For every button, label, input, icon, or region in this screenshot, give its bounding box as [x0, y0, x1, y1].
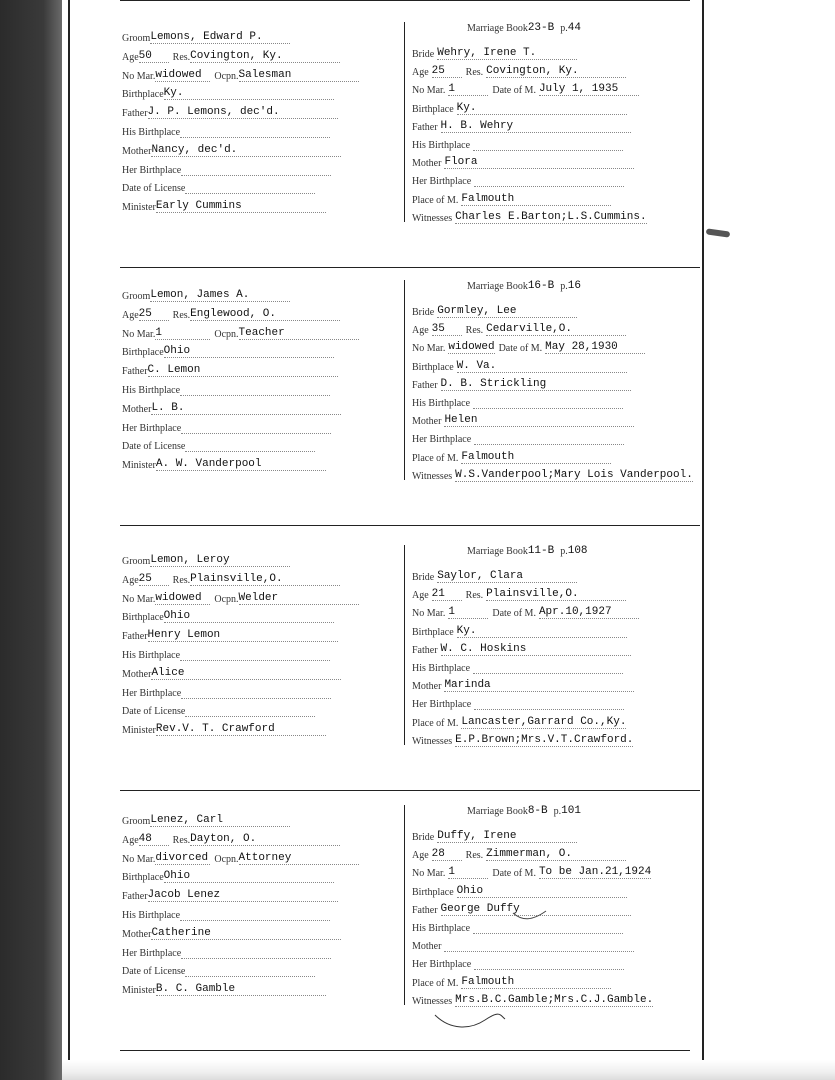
label-res: Res.: [465, 850, 484, 862]
groom-occupation: Welder: [239, 592, 359, 605]
groom-residence: Covington, Ky.: [190, 50, 340, 63]
column-divider: [404, 280, 405, 480]
bride-field-row: [412, 446, 611, 462]
label-birthplace: Birthplace: [122, 347, 164, 359]
groom-field-row: [122, 340, 334, 359]
entry-separator: [120, 267, 700, 268]
groom-name: Lemon, Leroy: [150, 554, 290, 567]
label-age: Age: [412, 590, 429, 602]
marriage-book-number: 23-B: [527, 22, 555, 34]
label-age: Age: [412, 325, 429, 337]
label-res: Res.: [465, 67, 484, 79]
page-label: p.: [560, 546, 568, 557]
bride-field-row: [412, 169, 624, 188]
marriage-book-label: Marriage Book: [467, 23, 528, 34]
bride-age: 35: [432, 323, 462, 336]
label-age: Age: [412, 67, 429, 79]
bride-no-mar: 1: [448, 866, 488, 879]
groom-father: C. Lemon: [148, 364, 338, 377]
groom-birthplace: Ky.: [164, 87, 334, 100]
groom-age: 50: [139, 50, 169, 63]
bride-name: Duffy, Irene: [437, 830, 577, 843]
groom-field-row: [122, 699, 315, 718]
groom-field-row: [122, 587, 359, 603]
bride-field-row: [412, 355, 627, 371]
groom-father: Jacob Lenez: [148, 889, 338, 902]
groom-field-row: [122, 45, 340, 61]
bride-age: 28: [432, 848, 462, 861]
entry-separator: [120, 525, 700, 526]
groom-occupation: Teacher: [239, 327, 359, 340]
label-her-birthplace: Her Birthplace: [412, 959, 472, 971]
scan-left-edge: [0, 0, 62, 1080]
bottom-rule: [120, 1050, 690, 1051]
label-mother: Mother: [122, 403, 152, 415]
bride-father: H. B. Wehry: [441, 120, 631, 133]
bride-place-of-m: Falmouth: [461, 451, 611, 464]
label-groom: Groom: [122, 816, 151, 827]
label-birthplace: Birthplace: [122, 612, 164, 624]
label-no-mar: No Mar.: [412, 85, 446, 97]
bride-field-row: [412, 565, 577, 581]
label-his-birthplace: His Birthplace: [122, 650, 181, 661]
marriage-book-number: 11-B: [527, 545, 555, 557]
label-groom: Groom: [122, 556, 151, 567]
bride-no-mar: 1: [448, 83, 488, 96]
bride-field-row: [412, 133, 623, 149]
label-father: Father: [122, 891, 148, 903]
groom-field-row: [122, 453, 326, 472]
marriage-book-page: 108: [567, 545, 588, 557]
groom-birthplace: Ohio: [164, 870, 334, 883]
marriage-book-page: 44: [567, 22, 581, 34]
groom-mother: Nancy, dec'd.: [151, 144, 341, 157]
label-res: Res.: [172, 834, 191, 846]
label-res: Res.: [465, 325, 484, 337]
label-her-birthplace: Her Birthplace: [412, 176, 472, 188]
bride-field-row: [412, 952, 624, 971]
marriage-book-label: Marriage Book: [467, 546, 528, 557]
bride-residence: Zimmerman, O.: [486, 848, 626, 861]
label-witnesses: Witnesses: [412, 470, 453, 482]
bride-residence: Cedarville,O.: [486, 323, 626, 336]
groom-field-row: [122, 195, 326, 214]
bride-place-of-m: Falmouth: [461, 193, 611, 206]
groom-father: Henry Lemon: [148, 629, 338, 642]
label-minister: Minister: [122, 460, 156, 472]
bride-father: George Duffy: [441, 903, 631, 916]
bride-field-row: [412, 711, 626, 727]
groom-field-row: [122, 643, 330, 659]
label-his-birthplace: His Birthplace: [412, 923, 471, 934]
bride-field-row: [412, 115, 631, 131]
label-no-mar: No Mar.: [122, 593, 156, 605]
label-her-birthplace: Her Birthplace: [122, 164, 182, 176]
label-father: Father: [122, 108, 148, 120]
label-birthplace: Birthplace: [412, 886, 454, 898]
label-his-birthplace: His Birthplace: [122, 385, 181, 396]
marriage-book-label: Marriage Book: [467, 281, 528, 292]
bride-age: 25: [432, 65, 462, 78]
groom-field-row: [122, 865, 334, 884]
bride-field-row: [412, 583, 626, 602]
page-border-left: [68, 0, 70, 1080]
groom-field-row: [122, 959, 315, 978]
marriage-book-header: [467, 280, 581, 292]
bride-field-row: [412, 464, 693, 480]
marriage-record: [110, 280, 693, 520]
bride-field-row: [412, 336, 645, 355]
bride-mother: Helen: [444, 414, 634, 427]
bride-residence: Plainsville,O.: [486, 588, 626, 601]
groom-field-row: [122, 884, 338, 903]
label-father: Father: [412, 121, 438, 133]
label-no-mar: No Mar.: [122, 70, 156, 82]
groom-field-row: [122, 922, 341, 938]
label-age: Age: [122, 51, 139, 63]
bride-field-row: [412, 825, 577, 841]
label-date-of-m: Date of M.: [492, 868, 536, 880]
bride-birthplace: Ohio: [457, 885, 627, 898]
label-date-of-license: Date of License: [122, 441, 186, 453]
label-minister: Minister: [122, 985, 156, 997]
label-no-mar: No Mar.: [122, 328, 156, 340]
bride-mother: Marinda: [444, 679, 634, 692]
marriage-record: [110, 805, 690, 1045]
marriage-book-page: 101: [561, 805, 581, 817]
label-groom: Groom: [122, 291, 151, 302]
groom-field-row: [122, 64, 359, 80]
label-his-birthplace: His Birthplace: [412, 663, 471, 674]
groom-minister: B. C. Gamble: [156, 983, 326, 996]
label-no-mar: No Mar.: [122, 853, 156, 865]
label-her-birthplace: Her Birthplace: [122, 687, 182, 699]
bride-age: 21: [432, 588, 462, 601]
bride-name: Saylor, Clara: [437, 570, 577, 583]
groom-mother: L. B.: [151, 402, 341, 415]
groom-minister: Early Cummins: [156, 200, 326, 213]
bride-field-row: [412, 373, 631, 389]
bride-father: W. C. Hoskins: [441, 643, 631, 656]
bride-date-of-m: July 1, 1935: [539, 83, 639, 96]
groom-residence: Dayton, O.: [190, 833, 340, 846]
bride-witnesses: W.S.Vanderpool;Mary Lois Vanderpool.: [455, 468, 693, 481]
groom-occupation: Salesman: [239, 69, 359, 82]
label-date-of-license: Date of License: [122, 183, 186, 195]
column-divider: [404, 22, 405, 222]
groom-name: Lemon, James A.: [150, 289, 290, 302]
label-father: Father: [122, 366, 148, 378]
groom-mother: Alice: [151, 667, 341, 680]
groom-birthplace: Ohio: [164, 345, 334, 358]
groom-age: 48: [139, 833, 169, 846]
label-date-of-m: Date of M.: [498, 343, 543, 355]
marriage-book-number: 16-B: [527, 280, 555, 292]
entry-separator: [120, 790, 700, 791]
label-ocpn: Ocpn.: [214, 593, 239, 605]
label-no-mar: No Mar.: [412, 343, 446, 355]
groom-field-row: [122, 284, 290, 300]
bride-field-row: [412, 601, 639, 620]
groom-field-row: [122, 828, 340, 844]
label-date-of-license: Date of License: [122, 706, 186, 718]
label-birthplace: Birthplace: [122, 872, 164, 884]
groom-field-row: [122, 158, 331, 174]
label-birthplace: Birthplace: [412, 626, 454, 638]
groom-field-row: [122, 978, 326, 997]
groom-field-row: [122, 568, 340, 584]
label-res: Res.: [172, 309, 191, 321]
bride-mother: Flora: [444, 156, 634, 169]
groom-occupation: Attorney: [239, 852, 359, 865]
groom-field-row: [122, 549, 290, 565]
label-mother: Mother: [122, 145, 152, 157]
marriage-book-number: 8-B: [527, 805, 548, 817]
groom-minister: Rev.V. T. Crawford: [156, 723, 326, 736]
label-father: Father: [412, 379, 438, 391]
bride-place-of-m: Lancaster,Garrard Co.,Ky.: [461, 715, 627, 728]
label-no-mar: No Mar.: [412, 868, 446, 880]
groom-field-row: [122, 378, 330, 394]
label-birthplace: Birthplace: [412, 103, 454, 115]
bride-field-row: [412, 206, 647, 222]
groom-field-row: [122, 605, 334, 624]
groom-father: J. P. Lemons, dec'd.: [148, 106, 338, 119]
label-date-of-m: Date of M.: [492, 85, 536, 97]
bride-field-row: [412, 843, 626, 862]
label-witnesses: Witnesses: [412, 212, 453, 224]
label-no-mar: No Mar.: [412, 608, 446, 620]
groom-field-row: [122, 681, 331, 697]
label-bride: Bride: [412, 572, 435, 583]
bride-field-row: [412, 60, 626, 79]
bride-field-row: [412, 78, 639, 97]
bride-date-of-m: Apr.10,1927: [539, 606, 639, 619]
column-divider: [404, 545, 405, 745]
column-divider: [404, 805, 405, 1005]
groom-birthplace: Ohio: [164, 610, 334, 623]
marriage-record: [110, 22, 690, 262]
label-father: Father: [412, 904, 438, 916]
bride-field-row: [412, 880, 627, 896]
bride-field-row: [412, 97, 627, 113]
label-her-birthplace: Her Birthplace: [412, 699, 472, 711]
label-witnesses: Witnesses: [412, 995, 453, 1007]
groom-residence: Englewood, O.: [190, 308, 340, 321]
label-father: Father: [122, 631, 148, 643]
groom-field-row: [122, 397, 341, 413]
groom-field-row: [122, 303, 340, 319]
groom-field-row: [122, 101, 338, 120]
label-his-birthplace: His Birthplace: [412, 398, 471, 409]
groom-no-mar: widowed: [155, 69, 210, 82]
label-age: Age: [122, 834, 139, 846]
pen-tick-mark: [510, 905, 550, 925]
bride-father: D. B. Strickling: [441, 378, 631, 391]
label-res: Res.: [172, 51, 191, 63]
page-label: p.: [560, 23, 568, 34]
marriage-book-header: [467, 805, 581, 817]
label-minister: Minister: [122, 725, 156, 737]
label-his-birthplace: His Birthplace: [122, 910, 181, 921]
groom-field-row: [122, 120, 330, 136]
bride-field-row: [412, 318, 626, 337]
label-place-of-m: Place of M.: [412, 977, 459, 989]
groom-field-row: [122, 847, 359, 863]
label-minister: Minister: [122, 202, 156, 214]
label-mother: Mother: [412, 941, 442, 953]
label-her-birthplace: Her Birthplace: [122, 422, 182, 434]
label-ocpn: Ocpn.: [214, 853, 239, 865]
bride-field-row: [412, 620, 627, 636]
groom-mother: Catherine: [151, 927, 341, 940]
page-label: p.: [560, 281, 568, 292]
label-her-birthplace: Her Birthplace: [412, 434, 472, 446]
bride-witnesses: E.P.Brown;Mrs.V.T.Crawford.: [455, 733, 634, 746]
groom-age: 25: [139, 308, 169, 321]
bride-field-row: [412, 971, 611, 987]
label-place-of-m: Place of M.: [412, 452, 459, 464]
marriage-book-page: 16: [567, 280, 581, 292]
bride-field-row: [412, 729, 633, 745]
bride-field-row: [412, 656, 623, 672]
bride-field-row: [412, 391, 623, 407]
bride-witnesses: Charles E.Barton;L.S.Cummins.: [455, 210, 647, 223]
groom-field-row: [122, 809, 290, 825]
groom-field-row: [122, 624, 338, 643]
bride-no-mar: 1: [448, 606, 488, 619]
bride-date-of-m: May 28,1930: [545, 341, 645, 354]
page-label: p.: [553, 806, 562, 817]
label-date-of-m: Date of M.: [492, 608, 536, 620]
label-mother: Mother: [122, 668, 152, 680]
groom-residence: Plainsville,O.: [190, 573, 340, 586]
label-age: Age: [412, 850, 429, 862]
label-place-of-m: Place of M.: [412, 194, 459, 206]
label-res: Res.: [172, 574, 191, 586]
bride-residence: Covington, Ky.: [486, 65, 626, 78]
bride-field-row: [412, 861, 652, 880]
label-age: Age: [122, 574, 139, 586]
groom-name: Lemons, Edward P.: [150, 31, 290, 44]
label-his-birthplace: His Birthplace: [122, 127, 181, 138]
groom-field-row: [122, 359, 338, 378]
pen-flourish-mark: [430, 1005, 510, 1035]
label-bride: Bride: [412, 49, 435, 60]
bride-field-row: [412, 989, 653, 1005]
groom-field-row: [122, 662, 341, 678]
label-ocpn: Ocpn.: [214, 328, 239, 340]
bride-no-mar: widowed: [448, 341, 495, 354]
label-age: Age: [122, 309, 139, 321]
label-birthplace: Birthplace: [122, 89, 164, 101]
bride-field-row: [412, 188, 611, 204]
bride-field-row: [412, 427, 624, 446]
bride-field-row: [412, 692, 624, 711]
bride-field-row: [412, 638, 631, 654]
groom-field-row: [122, 139, 341, 155]
ink-blot: [706, 228, 731, 237]
groom-field-row: [122, 718, 326, 737]
bride-place-of-m: Falmouth: [461, 976, 611, 989]
label-groom: Groom: [122, 33, 151, 44]
label-place-of-m: Place of M.: [412, 717, 459, 729]
label-mother: Mother: [122, 928, 152, 940]
marriage-book-header: [467, 545, 588, 557]
groom-field-row: [122, 176, 315, 195]
bride-field-row: [412, 151, 634, 170]
label-mother: Mother: [412, 416, 442, 428]
scan-bottom-edge: [62, 1060, 835, 1080]
label-date-of-license: Date of License: [122, 966, 186, 978]
bride-field-row: [412, 674, 634, 693]
marriage-book-label: Marriage Book: [467, 806, 528, 817]
label-ocpn: Ocpn.: [214, 70, 239, 82]
page-border-right: [702, 0, 704, 1080]
groom-name: Lenez, Carl: [150, 814, 290, 827]
label-bride: Bride: [412, 832, 435, 843]
marriage-book-header: [467, 22, 581, 34]
groom-field-row: [122, 903, 330, 919]
bride-field-row: [412, 300, 577, 316]
groom-field-row: [122, 26, 290, 42]
label-mother: Mother: [412, 681, 442, 693]
groom-no-mar: 1: [155, 327, 210, 340]
bride-name: Wehry, Irene T.: [437, 47, 577, 60]
label-his-birthplace: His Birthplace: [412, 140, 471, 151]
groom-age: 25: [139, 573, 169, 586]
groom-field-row: [122, 416, 331, 432]
bride-birthplace: W. Va.: [457, 360, 627, 373]
label-witnesses: Witnesses: [412, 735, 453, 747]
marriage-record: [110, 545, 690, 785]
groom-no-mar: widowed: [155, 592, 210, 605]
bride-birthplace: Ky.: [457, 625, 627, 638]
groom-minister: A. W. Vanderpool: [156, 458, 326, 471]
groom-field-row: [122, 322, 359, 338]
bride-name: Gormley, Lee: [437, 305, 577, 318]
top-rule: [120, 0, 690, 1]
label-birthplace: Birthplace: [412, 361, 454, 373]
label-bride: Bride: [412, 307, 435, 318]
bride-field-row: [412, 409, 634, 428]
label-father: Father: [412, 644, 438, 656]
groom-field-row: [122, 434, 315, 453]
bride-date-of-m: To be Jan.21,1924: [538, 866, 652, 879]
bride-birthplace: Ky.: [457, 102, 627, 115]
bride-field-row: [412, 42, 577, 58]
label-her-birthplace: Her Birthplace: [122, 947, 182, 959]
bride-witnesses: Mrs.B.C.Gamble;Mrs.C.J.Gamble.: [455, 993, 654, 1006]
label-mother: Mother: [412, 158, 442, 170]
groom-no-mar: divorced: [155, 852, 210, 865]
groom-field-row: [122, 941, 331, 957]
bride-field-row: [412, 934, 634, 953]
label-res: Res.: [465, 590, 484, 602]
groom-field-row: [122, 82, 334, 101]
